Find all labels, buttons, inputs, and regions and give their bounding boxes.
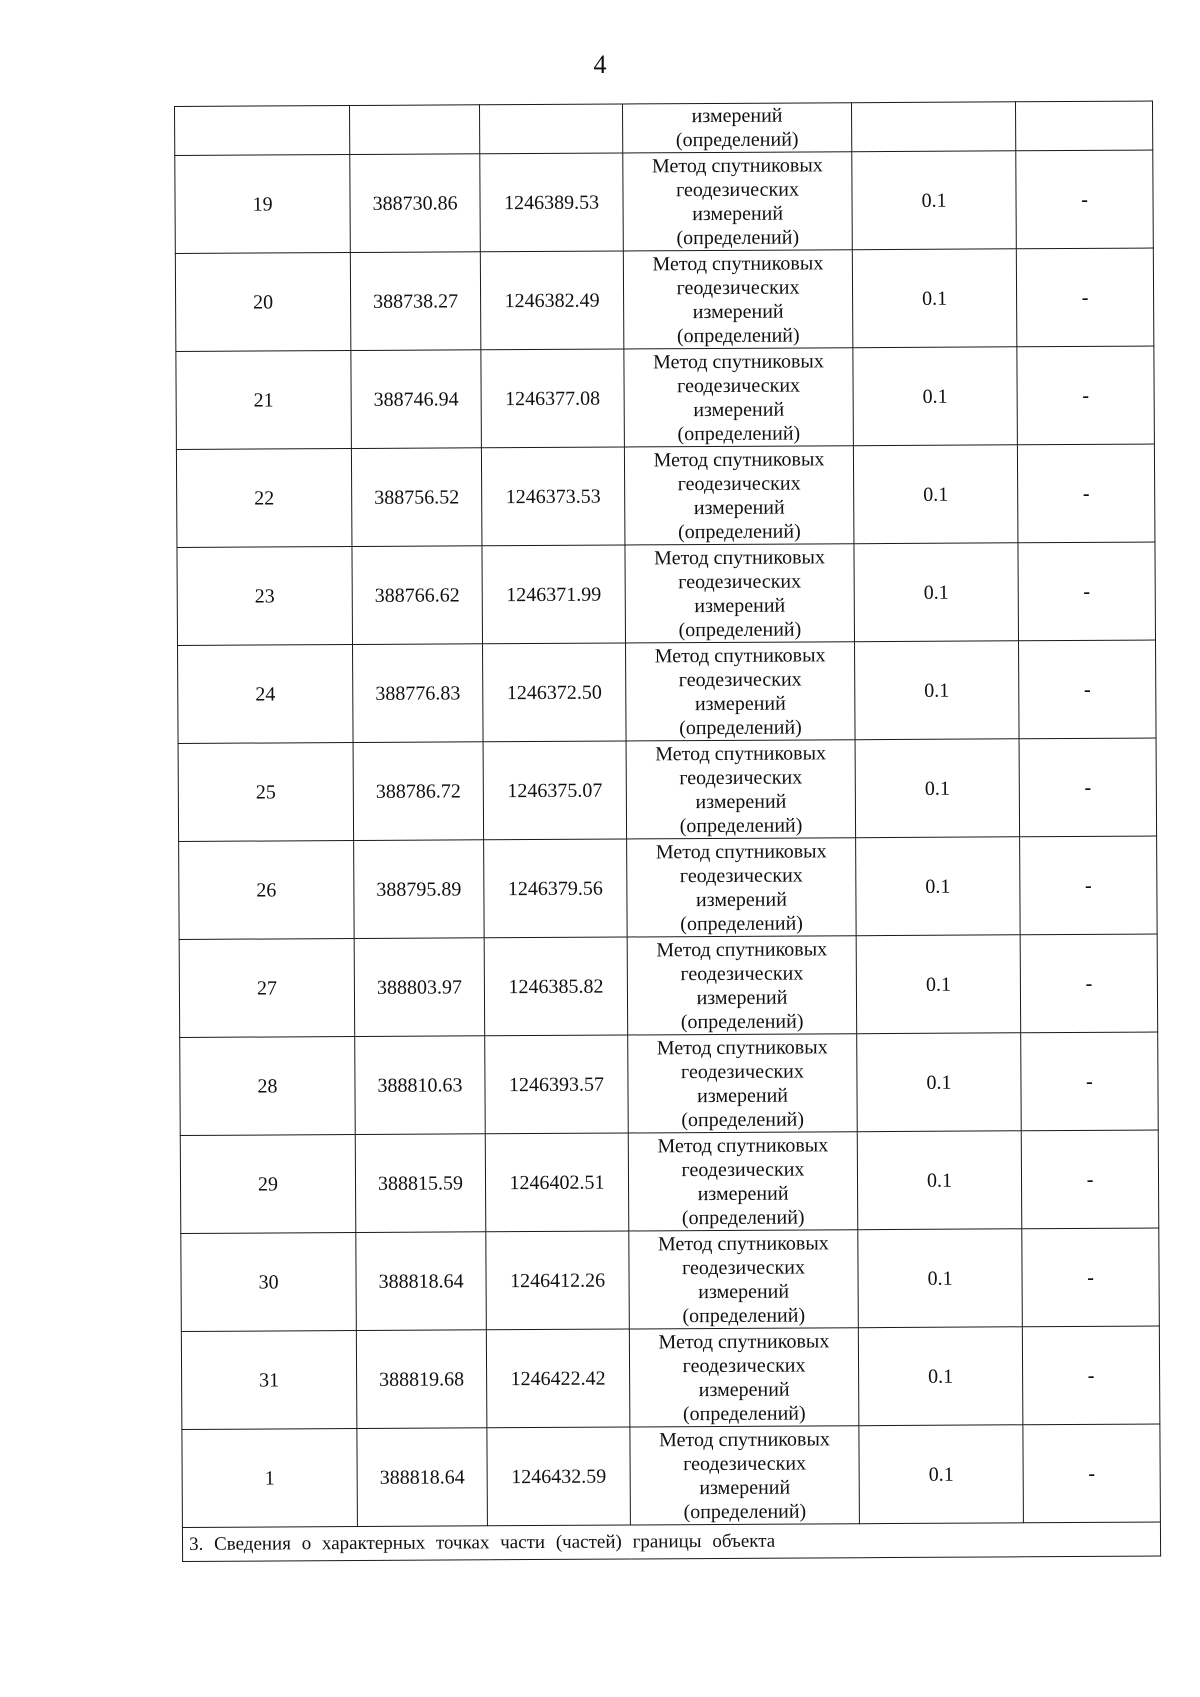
accuracy-cell: 0.1 <box>855 641 1020 740</box>
accuracy-cell: 0.1 <box>859 1425 1024 1524</box>
x-coordinate-cell <box>350 105 480 155</box>
y-coordinate-cell: 1246372.50 <box>483 643 627 742</box>
method-line: геодезических <box>683 1451 807 1475</box>
x-coordinate-cell: 388810.63 <box>355 1036 486 1135</box>
point-number-cell: 22 <box>176 449 352 548</box>
accuracy-cell: 0.1 <box>852 249 1017 348</box>
note-cell: - <box>1023 1424 1161 1523</box>
method-line: Метод спутниковых <box>657 1231 829 1255</box>
point-number-cell: 21 <box>176 351 352 450</box>
y-coordinate-cell: 1246375.07 <box>483 741 627 840</box>
method-line: геодезических <box>681 1255 805 1279</box>
method-line: (определений) <box>677 520 801 543</box>
table-row <box>176 444 1155 547</box>
accuracy-cell <box>851 102 1015 152</box>
table-row <box>175 248 1154 351</box>
method-line: геодезических <box>678 668 802 691</box>
method-cell <box>626 740 856 839</box>
note-cell: - <box>1020 836 1158 935</box>
note-cell <box>1015 101 1152 151</box>
accuracy-cell: 0.1 <box>853 445 1018 544</box>
point-number-cell: 30 <box>181 1233 357 1332</box>
table-row <box>176 346 1155 449</box>
table-row <box>180 1032 1159 1135</box>
y-coordinate-cell <box>479 104 622 154</box>
method-line: измерений <box>698 1378 790 1401</box>
x-coordinate-cell: 388815.59 <box>355 1134 486 1233</box>
table-row <box>181 1326 1160 1429</box>
method-line: геодезических <box>679 864 803 887</box>
point-number-cell: 19 <box>175 155 351 254</box>
method-line: геодезических <box>677 472 801 495</box>
method-line: Метод спутниковых <box>652 349 824 373</box>
method-line: измерений <box>695 790 787 813</box>
method-cell <box>623 250 853 349</box>
method-line: геодезических <box>679 766 803 789</box>
x-coordinate-cell: 388795.89 <box>354 840 485 939</box>
method-line: Метод спутниковых <box>658 1329 830 1353</box>
point-number-cell: 29 <box>180 1135 356 1234</box>
x-coordinate-cell: 388776.83 <box>353 644 484 743</box>
accuracy-cell: 0.1 <box>857 1033 1022 1132</box>
method-line: геодезических <box>677 374 801 397</box>
method-line: (определений) <box>678 618 802 641</box>
method-line: Метод спутниковых <box>655 741 827 765</box>
y-coordinate-cell: 1246432.59 <box>487 1427 631 1526</box>
method-line: (определений) <box>680 912 803 935</box>
method-line: Метод спутниковых <box>656 937 828 961</box>
accuracy-cell: 0.1 <box>854 543 1019 642</box>
method-line: геодезических <box>675 178 799 201</box>
y-coordinate-cell: 1246402.51 <box>485 1133 629 1232</box>
method-line: (определений) <box>677 422 801 445</box>
continuation-row <box>175 101 1153 155</box>
method-line: Метод спутниковых <box>654 643 826 667</box>
method-line: измерений <box>692 300 784 323</box>
method-line: Метод спутниковых <box>655 839 827 863</box>
method-line: измерений <box>698 1280 790 1303</box>
method-cell <box>622 103 851 153</box>
y-coordinate-cell: 1246373.53 <box>481 447 625 546</box>
accuracy-cell: 0.1 <box>856 837 1021 936</box>
y-coordinate-cell: 1246379.56 <box>484 839 628 938</box>
method-line: Метод спутниковых <box>652 251 824 275</box>
method-line: геодезических <box>678 570 802 593</box>
note-cell: - <box>1017 346 1155 445</box>
method-cell <box>628 1132 858 1231</box>
x-coordinate-cell: 388818.64 <box>357 1428 488 1527</box>
note-cell: - <box>1019 738 1157 837</box>
point-number-cell: 27 <box>179 939 355 1038</box>
method-cell <box>625 544 855 643</box>
accuracy-cell: 0.1 <box>853 347 1018 446</box>
method-line: (определений) <box>676 324 800 347</box>
method-line: Метод спутниковых <box>657 1133 829 1157</box>
method-line: (определений) <box>679 814 803 837</box>
x-coordinate-cell: 388786.72 <box>353 742 484 841</box>
method-line: (определений) <box>676 226 800 249</box>
x-coordinate-cell: 388803.97 <box>354 938 485 1037</box>
method-line: Метод спутниковых <box>656 1035 828 1059</box>
y-coordinate-cell: 1246389.53 <box>480 153 624 252</box>
method-line: геодезических <box>680 1059 804 1083</box>
note-cell: - <box>1021 1130 1159 1229</box>
method-line: Метод спутниковых <box>659 1427 830 1451</box>
y-coordinate-cell: 1246412.26 <box>486 1231 630 1330</box>
method-line: (определений) <box>681 1205 805 1229</box>
note-cell: - <box>1022 1326 1160 1425</box>
method-cell <box>624 446 854 545</box>
coordinates-table <box>174 101 1161 1562</box>
method-line: измерений <box>693 398 785 421</box>
note-cell: - <box>1018 542 1156 641</box>
point-number-cell: 20 <box>175 253 351 352</box>
point-number-cell: 25 <box>178 743 354 842</box>
method-cell <box>628 1034 858 1133</box>
accuracy-cell: 0.1 <box>855 739 1020 838</box>
table-row <box>175 150 1154 253</box>
method-line: Метод спутниковых <box>653 447 825 471</box>
method-cell <box>629 1230 859 1329</box>
table-row <box>177 542 1156 645</box>
table-row <box>182 1424 1161 1527</box>
method-line: (определений) <box>679 716 802 739</box>
method-cell <box>630 1426 860 1525</box>
y-coordinate-cell: 1246385.82 <box>484 937 628 1036</box>
accuracy-cell: 0.1 <box>858 1327 1023 1426</box>
method-cell <box>627 838 857 937</box>
method-line: (определений) <box>680 1009 804 1033</box>
y-coordinate-cell: 1246393.57 <box>485 1035 629 1134</box>
table-row <box>178 640 1157 743</box>
method-line: измерений <box>693 496 785 519</box>
point-number-cell: 1 <box>182 1428 358 1527</box>
method-line: геодезических <box>682 1353 806 1377</box>
method-cell <box>627 936 857 1035</box>
y-coordinate-cell: 1246371.99 <box>482 545 626 644</box>
accuracy-cell: 0.1 <box>856 935 1021 1034</box>
note-cell: - <box>1019 640 1157 739</box>
method-line: (определений) <box>681 1107 805 1131</box>
method-cell <box>629 1328 859 1427</box>
note-cell: - <box>1020 934 1158 1033</box>
point-number-cell: 24 <box>178 645 354 744</box>
method-line: измерений <box>699 1476 791 1499</box>
point-number-cell <box>175 106 350 156</box>
x-coordinate-cell: 388819.68 <box>356 1330 487 1429</box>
x-coordinate-cell: 388756.52 <box>351 448 482 547</box>
table-row <box>179 934 1158 1037</box>
method-line: геодезических <box>680 961 804 985</box>
note-cell: - <box>1016 150 1154 249</box>
method-cell <box>624 348 854 447</box>
footer-row <box>182 1522 1160 1561</box>
note-cell: - <box>1021 1032 1159 1131</box>
method-line: (определений) <box>683 1499 807 1523</box>
method-line: измерений <box>695 888 787 911</box>
note-cell: - <box>1017 444 1155 543</box>
method-line: геодезических <box>676 276 800 299</box>
y-coordinate-cell: 1246377.08 <box>481 349 625 448</box>
method-line: измерений <box>694 692 786 715</box>
section-heading: 3. Сведения о характерных точках части (частей) границы объекта <box>182 1522 1160 1561</box>
method-line: геодезических <box>681 1157 805 1181</box>
table-body <box>175 101 1161 1527</box>
accuracy-cell: 0.1 <box>857 1131 1022 1230</box>
point-number-cell: 23 <box>177 547 353 646</box>
point-number-cell: 28 <box>180 1037 356 1136</box>
page-number: 4 <box>593 50 607 79</box>
table-row <box>178 738 1157 841</box>
y-coordinate-cell: 1246382.49 <box>480 251 624 350</box>
point-number-cell: 26 <box>179 841 355 940</box>
point-number-cell: 31 <box>181 1331 357 1430</box>
note-cell: - <box>1016 248 1154 347</box>
method-cell <box>626 642 856 741</box>
method-line: измерений <box>692 202 784 225</box>
x-coordinate-cell: 388818.64 <box>356 1232 487 1331</box>
method-line: измерений <box>691 104 783 128</box>
method-line: (определений) <box>682 1303 806 1327</box>
accuracy-cell: 0.1 <box>852 151 1017 250</box>
method-line: измерений <box>697 1084 789 1107</box>
method-line: Метод спутниковых <box>654 545 825 569</box>
method-line: Метод спутниковых <box>651 153 823 177</box>
method-cell <box>623 152 853 251</box>
x-coordinate-cell: 388766.62 <box>352 546 483 645</box>
method-line: измерений <box>697 1182 789 1205</box>
x-coordinate-cell: 388738.27 <box>350 252 481 351</box>
table-row <box>179 836 1158 939</box>
method-line: измерений <box>694 594 786 617</box>
table-row <box>180 1130 1159 1233</box>
x-coordinate-cell: 388746.94 <box>351 350 482 449</box>
accuracy-cell: 0.1 <box>858 1229 1023 1328</box>
x-coordinate-cell: 388730.86 <box>350 154 481 253</box>
table-row <box>181 1228 1160 1331</box>
method-line: (определений) <box>682 1401 806 1425</box>
method-line: измерений <box>696 986 788 1009</box>
method-line: (определений) <box>675 128 799 152</box>
y-coordinate-cell: 1246422.42 <box>486 1329 630 1428</box>
note-cell: - <box>1022 1228 1160 1327</box>
